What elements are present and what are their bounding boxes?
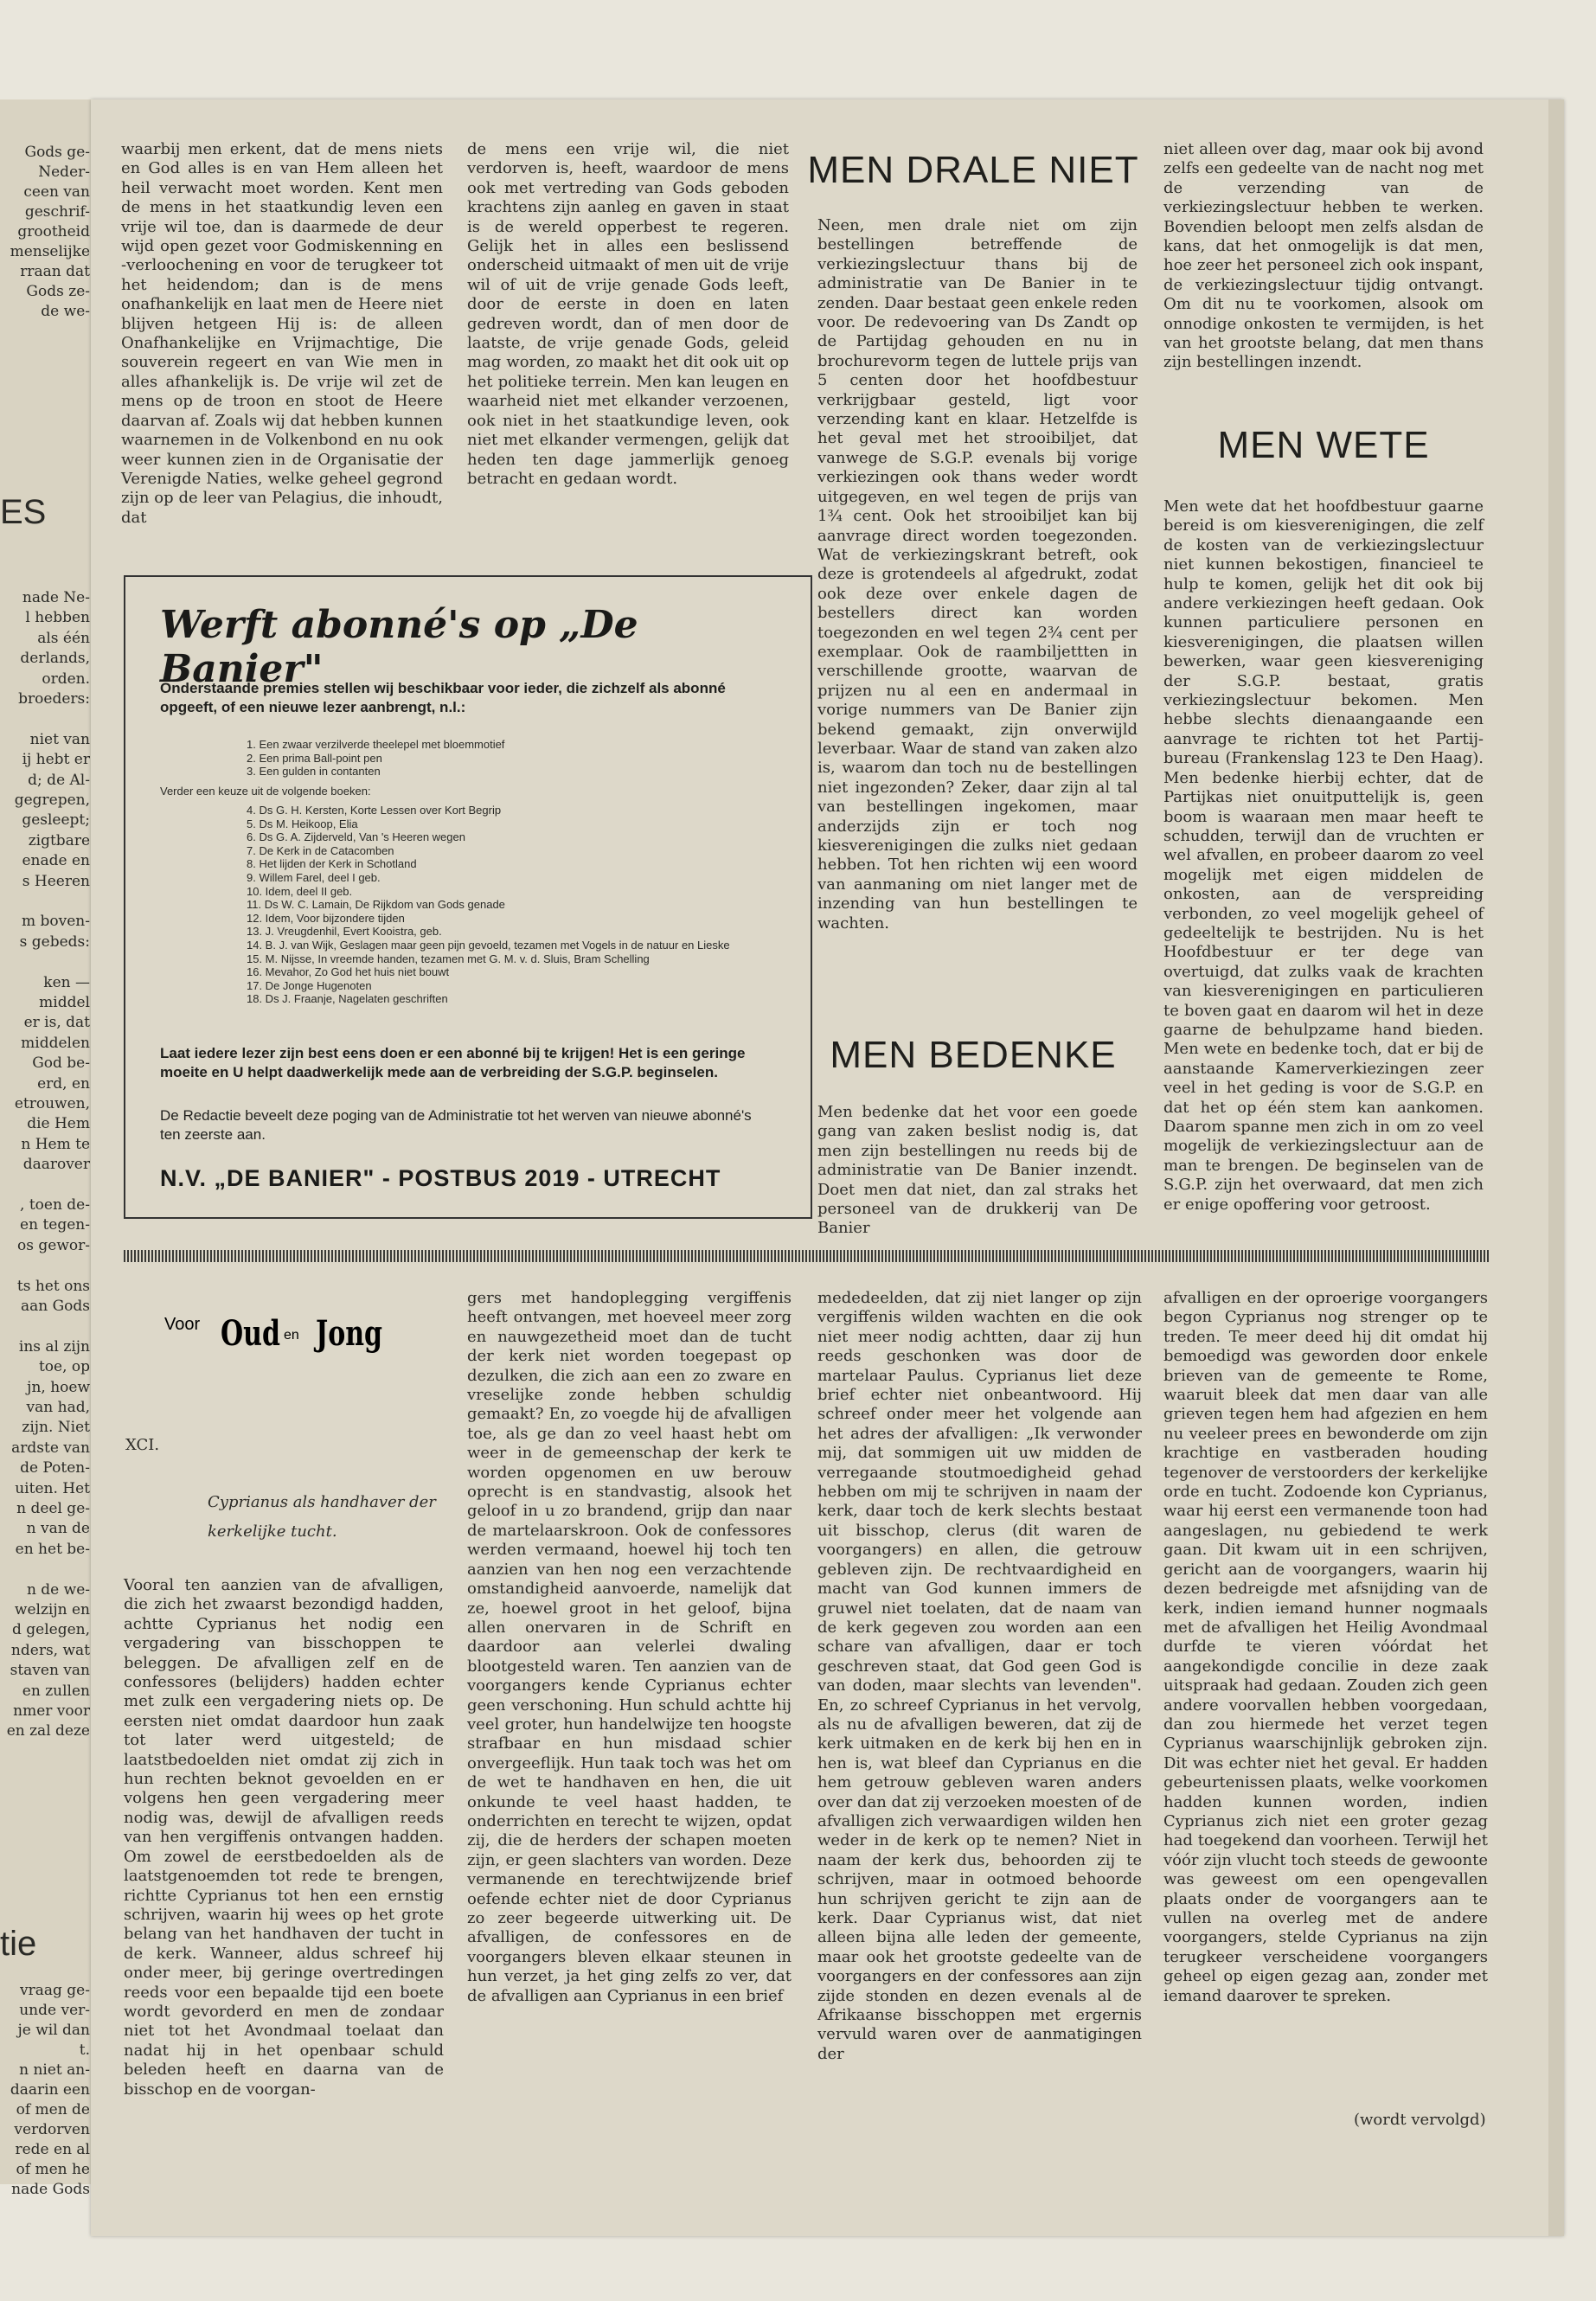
book-item: 13. J. Vreugdenhil, Evert Kooistra, geb. [247, 925, 442, 939]
prev-page-text-fragment: ts het ons [16, 1277, 90, 1295]
series-number: XCI. [125, 1436, 160, 1454]
article-column-2: de mens een vrije wil, die niet verdorven is, heeft, waardoor de mens ook met vertreding van Gods geboden krachtens zijn aanleg en gaven in staat is de wereld opperbest te regeren. Gelijk het in alles een beslissend onderscheid uitmaakt of men uit de vrije wil of uit de vrije genade Gods leeft, door de eerste in doen en laten gedreven wordt, dan of men door de laatste, de vrije genade Gods, geleid mag worden, zo maakt het dit ook uit op het politieke terrein. Men kan leugen en waarheid niet met elkander verzoenen, ook niet in het staatkundige leven, ook niet met elkander vermengen, gelijk dat heden ten dage jammerlijk genoeg betracht en gedaan wordt. [467, 140, 789, 488]
article-men-bedenke: Men bedenke dat het voor een goede gang van zaken beslist nodig is, dat men zijn bestellingen nu reeds bij de administratie van De Banier inzendt. Doet men dat niet, dan zal straks het personeel van de drukkerij van De Banier [817, 1103, 1138, 1238]
prev-page-text-fragment: en zal deze [6, 1722, 90, 1740]
prev-page-text-fragment: l hebben [25, 609, 90, 627]
prev-page-text-fragment: de Poten- [20, 1459, 90, 1477]
prev-page-text-fragment: n van de [26, 1520, 90, 1538]
ad-redactie-note: De Redactie beveelt deze poging van de Administratie tot het werven van nieuwe abonné's ten zeerste aan. [160, 1107, 752, 1143]
prev-page-text-fragment: m boven- [22, 913, 90, 931]
book-item: 14. B. J. van Wijk, Geslagen maar geen pijn gevoeld, tezamen met Vogels in de natuur en Lieske [247, 938, 730, 952]
book-item: 8. Het lijden der Kerk in Schotland [247, 857, 417, 871]
book-item: 7. De Kerk in de Catacomben [247, 843, 394, 857]
book-item: 4. Ds G. H. Kersten, Korte Lessen over Kort Begrip [247, 804, 502, 817]
book-choice-label: Verder een keuze uit de volgende boeken: [160, 785, 371, 798]
prev-page-text-fragment: de we- [41, 303, 90, 320]
premium-list [247, 738, 504, 779]
prev-page-heading-2: tie [0, 1925, 37, 1963]
prev-page-text-fragment: ij hebt er [22, 751, 90, 769]
logo-jong: Jong [316, 1313, 382, 1354]
headline-men-drale-niet: MEN DRALE NIET [807, 149, 1139, 191]
prev-page-text-fragment: erd, en [37, 1074, 90, 1093]
prev-page-text-fragment: grootheid [17, 223, 90, 240]
prev-page-text-fragment: t. [79, 2041, 90, 2059]
prev-page-text-fragment: ardste van [11, 1439, 90, 1457]
book-item: 5. Ds M. Heikoop, Elia [247, 817, 358, 830]
logo-oud: Oud [221, 1313, 280, 1354]
prev-page-text-fragment: er is, dat [23, 1014, 90, 1032]
prev-page-text-fragment: of men he [16, 2161, 90, 2178]
headline-men-bedenke: MEN BEDENKE [830, 1034, 1117, 1076]
ad-title: Werft abonné's op „De Banier" [160, 603, 638, 691]
prev-page-text-fragment: ceen van [23, 183, 90, 201]
prev-page-text-fragment: niet van [29, 730, 90, 748]
ad-call-to-action: Laat iedere lezer zijn best eens doen er een abonné bij te krijgen! Het is een geringe moeite en U helpt daadwerkelijk mede aan de verbreiding der S.G.P. beginselen. [160, 1045, 746, 1080]
article-subtitle: Cyprianus als handhaver der kerkelijke tucht. [208, 1493, 436, 1541]
book-item: 16. Mevahor, Zo God het huis niet bouwt [247, 965, 450, 979]
prev-page-text-fragment: en het be- [15, 1540, 90, 1558]
prev-page-text-fragment: rraan dat [20, 263, 90, 280]
prev-page-text-fragment: n niet an- [19, 2061, 90, 2079]
book-item: 17. De Jonge Hugenoten [247, 978, 372, 992]
article-column-right-top: niet alleen over dag, maar ook bij avond zelfs een gedeelte van de nacht nog met de verzending van de verkiezingslectuur hebben te werken. Bovendien beloopt men zelfs alsdan de kans, dat het onmogelijk is dat men, hoe zeer het personeel zich ook inspant, de verkiezingslectuur tijdig ontvangt. Om dit nu te voorkomen, alsook om onnodige onkosten te vermijden, is het van het grootste belang, dat men thans zijn bestellingen inzendt. [1163, 140, 1484, 372]
premium-item: 3. Een gulden in contanten [247, 765, 381, 779]
book-item: 9. Willem Farel, deel I geb. [247, 870, 381, 884]
article-column-1: waarbij men erkent, dat de mens niets en God alles is en van Hem alleen het heil verwacht moet worden. Kent men de mens in het staatkundig leven een vrije wil toe, dan is daarmede de deur wijd open gezet voor Godmiskenning en -verloochening en voor de terugkeer tot het heidendom; dan is de mens onafhankelijk en laat men de Heere niet blijven hetgeen Hij is: de alleen Onafhankelijke en Vrijmachtige, Die souverein regeert en van Wie men in alles afhankelijk is. De vrije wil zet de mens op de troon en stoot de Heere daarvan af. Zoals wij dat hebben kunnen waarnemen in de Volkenbond en nu ook weer kunnen zien in de Organisatie der Verenigde Naties, welke geheel gegrond zijn op de leer van Pelagius, die inhoudt, dat [121, 140, 443, 527]
prev-page-text-fragment: n de we- [26, 1580, 90, 1599]
prev-page-text-fragment: als één [37, 629, 90, 647]
prev-page-text-fragment: God be- [32, 1054, 90, 1073]
article-men-wete: Men wete dat het hoofdbestuur gaarne bereid is om kiesverenigingen, die zelf de kosten van de verkiezingslectuur niet kunnen bekostigen, financieel te hulp te komen, gelijk het dit ook bij andere verkiezingen heeft gedaan. Ook kunnen particuliere personen en kiesverenigingen, die plaatsen willen bewerken, waar geen kiesvereniging der S.G.P. bestaat, gratis verkiezingslectuur bekomen. Men hebbe slechts dienaangaande een aanvrage te richten tot het Partij-bureau (Frankenslag 123 te Den Haag). Men bedenke hierbij echter, dat de Partijkas niet onuitputtelijk is, geen boom is waaraan men maar heeft te schudden, terwijl dan de vruchten er wel afvallen, en probeer daarom zo veel mogelijk met eigen middelen de onkosten, aan de verspreiding verbonden, zo veel mogelijk geheel of gedeeltelijk te bestrijden. Nu is het Hoofdbestuur er ter dege van overtuigd, dat zulks vaak de krachten van kiesverenigingen en particulieren te boven gaat en daarom wil het in deze gaarne de behulpzame hand bieden. Men wete en bedenke toch, dat er bij de aanstaande Kamerverkiezingen zeer veel in het geding is voor de S.G.P. en dat het op één stem kan aankomen. Daarom spanne men zich in om zo veel mogelijk de verkiezingslectuur aan de man te brengen. De beginselen van de S.G.P. zijn het overwaard, dat men zich er enige opoffering voor getroost. [1163, 497, 1484, 1214]
prev-page-text-fragment: nders, wat [10, 1641, 90, 1659]
logo-en: en [284, 1328, 299, 1343]
prev-page-text-fragment: etrouwen, [14, 1095, 90, 1112]
premium-item: 1. Een zwaar verzilverde theelepel met bloemmotief [247, 738, 505, 751]
oud-jong-column-1: Vooral ten aanzien van de afvalligen, die zich het zwaarst bezondigd hadden, achtte Cyprianus het nodig een vergadering van bisschoppen te beleggen. De afvalligen zelf en de confessores (belijders) hadden echter met zulk een vergadering niets op. De eersten niet omdat daardoor hun zaak tot later werd uitgesteld; de laatstbedoelden niet omdat zij zich in hun rechten beknot gevoelden en er volgens hen geen vergadering meer nodig was, dewijl de afvalligen reeds van hen vergiffenis ontvangen hadden. Om zowel de eerstbedoelden als de laatstgenoemden tot rede te brengen, richtte Cyprianus tot hen een ernstig schrijven, waarin hij wees op het grote belang van het handhaven der tucht in de kerk. Wanneer, aldus schreef hij onder meer, bij geringe overtredingen reeds voor een bepaalde tijd een boete wordt gevorderd en men de zondaar niet tot het Avondmaal toelaat dan nadat hij in het openbaar schuld beleden heeft en daarna van de bisschop en de voorgan- [124, 1576, 444, 2099]
headline-men-wete: MEN WETE [1217, 424, 1430, 466]
prev-page-text-fragment: nade Gods [11, 2181, 90, 2198]
prev-page-text-fragment: zijn. Niet [22, 1419, 90, 1437]
prev-page-text-fragment: ins al zijn [18, 1337, 90, 1356]
prev-page-text-fragment: geschrif- [24, 203, 90, 221]
book-item: 11. Ds W. C. Lamain, De Rijkdom van Gods genade [247, 898, 505, 912]
prev-page-text-fragment: os gewor- [17, 1236, 90, 1254]
prev-page-text-fragment: zigtbare [28, 831, 90, 849]
prev-page-text-fragment: je wil dan [17, 2022, 90, 2039]
prev-page-text-fragment: daarin een [10, 2081, 90, 2099]
book-item: 15. M. Nijsse, In vreemde handen, tezamen met G. M. v. d. Sluis, Bram Schelling [247, 952, 650, 965]
prev-page-text-fragment: Neder- [38, 163, 90, 181]
prev-page-text-fragment: jn, hoew [27, 1378, 90, 1396]
prev-page-text-fragment: daarover [22, 1156, 90, 1174]
book-item: 12. Idem, Voor bijzondere tijden [247, 911, 405, 925]
oud-jong-column-2: gers met handoplegging vergiffenis heeft ontvangen, met hoeveel meer zorg en nauwgezetheid moet dan de tucht der kerk niet worden toegepast op dezulken, die zich aan een zo zware en vreselijke zonde hebben schuldig gemaakt? En, zo voegde hij de afvalligen toe, als ge dan zo veel haast hebt om weer in de gemeenschap der kerk te worden opgenomen en uw berouw oprecht is en standvastig, alsook het geloof in u zo brandend, grijp dan naar de martelaarskroon. Ook de confessores werden vermaand, hoewel hij toch ten aanzien van hen nog een verzachtende omstandigheid aanvoerde, namelijk dat ze, hoewel groot in het geloof, bijna allen onervaren in de Schrift en daardoor aan velerlei dwaling blootgesteld waren. Ten aanzien van de voorgangers kende Cyprianus echter geen verschoning. Hun schuld achtte hij veel groter, hun handelwijze ten hoogste strafbaar en hun misdaad schier onvergeeflijk. Hun taak toch was het om de wet te handhaven en hen, die uit onkunde te veel haast hadden, te onderrichten en terecht te wijzen, opdat zij, die de herders der schapen moeten zijn, er geen slachters van worden. Deze vermanende en terechtwijzende brief oefende echter niet de door Cyprianus zo zeer begeerde uitwerking uit. De afvalligen, de confessores en de voorgangers bleven elkaar steunen in hun verzet, ja het ging zelfs zo ver, dat de afvalligen aan Cyprianus in een brief [467, 1289, 792, 2005]
prev-page-text-fragment: derlands, [20, 650, 90, 668]
prev-page-text-fragment: s gebeds: [19, 933, 90, 951]
previous-page-edge [0, 99, 99, 2198]
continued-note: (wordt vervolgd) [1354, 2111, 1486, 2129]
prev-page-text-fragment: uiten. Het [15, 1479, 90, 1497]
prev-page-text-fragment: of men de [16, 2101, 90, 2118]
prev-page-text-fragment: staven van [10, 1662, 90, 1680]
book-item: 10. Idem, deel II geb. [247, 884, 353, 898]
prev-page-text-fragment: die Hem [27, 1115, 90, 1133]
prev-page-text-fragment: nmer voor [13, 1702, 90, 1720]
oud-en-jong-logo [156, 1298, 424, 1393]
prev-page-text-fragment: van had, [26, 1399, 90, 1416]
prev-page-text-fragment: verdorven [14, 2121, 90, 2138]
prev-page-text-fragment: middelen [21, 1034, 90, 1052]
prev-page-text-fragment: toe, op [38, 1358, 90, 1376]
section-divider [124, 1250, 1490, 1262]
prev-page-text-fragment: n Hem te [21, 1135, 90, 1153]
prev-page-text-fragment: menselijke [10, 243, 90, 260]
prev-page-text-fragment: , toen de- [20, 1196, 90, 1214]
book-item: 18. Ds J. Fraanje, Nagelaten geschriften [247, 992, 448, 1006]
prev-page-text-fragment: vraag ge- [20, 1982, 90, 1999]
prev-page-text-fragment: aan Gods [20, 1298, 90, 1315]
ad-intro: Onderstaande premies stellen wij beschikbaar voor ieder, die zichzelf als abonné opgeeft, of een nieuwe lezer aanbrengt, n.l.: [160, 680, 726, 715]
prev-page-text-fragment: unde ver- [19, 2002, 90, 2019]
prev-page-text-fragment: nade Ne- [22, 589, 90, 606]
logo-voor: Voor [164, 1315, 201, 1334]
prev-page-text-fragment: orden. [42, 670, 90, 688]
prev-page-text-fragment: ken — [43, 973, 90, 991]
prev-page-text-fragment: d gelegen, [11, 1621, 90, 1639]
prev-page-text-fragment: broeders: [18, 690, 90, 708]
subscription-advertisement [124, 575, 812, 1219]
prev-page-text-fragment: d; de Al- [28, 771, 90, 789]
prev-page-text-fragment: enade en [22, 852, 90, 870]
prev-page-text-fragment: Gods ge- [24, 144, 90, 161]
prev-page-text-fragment: welzijn en [14, 1601, 90, 1618]
premium-item: 2. Een prima Ball-point pen [247, 751, 382, 765]
article-men-drale-niet: Neen, men drale niet om zijn bestellingen betreffende de verkiezingslectuur thans bij de administratie van De Banier in te zenden. Daar bestaat geen enkele reden voor. De redevoering van Ds Zandt op de Partijdag gehouden en nu in brochurevorm tegen de luttele prijs van 5 centen door het hoofdbestuur verkrijgbaar gesteld, ligt voor verzending kant en klaar. Hetzelfde is het geval met het strooibiljet, dat vanwege de S.G.P. evenals bij vorige verkiezingen ook thans weder wordt uitgegeven, en wel tegen de prijs van 1¾ cent. Ook het strooibiljet kan bij aanvrage direct worden toegezonden. Wat de verkiezingskrant betreft, ook deze is grotendeels al afgedrukt, zodat ook deze over enkele dagen de bestellers direct kan worden toegezonden en wel tegen 2¾ cent per exemplaar. Ook de raambiljettten in verschillende grootte, waarvan de prijzen nu al een en andermaal in vorige nummers van De Banier zijn bekend gemaakt, zijn onverwijld leverbaar. Waar de stand van zaken alzo is, waarom dan toch nu de bestellingen niet ingezonden? Zeker, daar zijn al tal van bestellingen ingekomen, maar anderzijds zijn er toch nog kiesverenigingen die zulks niet gedaan hebben. Tot hen richten wij een woord van aanmaning om niet langer met de inzending van hun bestellingen te wachten. [817, 216, 1138, 933]
oud-jong-column-3: mededeelden, dat zij niet langer op zijn vergiffenis wilden wachten en die ook niet meer nodig achtten, daar zij hun reeds geschonken was door de martelaar Paulus. Cyprianus liet deze brief echter niet onbeantwoord. Hij schreef onder meer het volgende aan het adres der afvalligen: „Ik verwonder mij, dat sommigen uit uw midden de verregaande stoutmoedigheid gehad hebben om mij te schrijven in naam der kerk, daar toch de kerk slechts bestaat uit bisschop, clerus (dit waren de voorgangers) en allen, die getrouw gebleven zijn. De rechtvaardigheid en macht van God kunnen immers de gruwel niet toelaten, dat de naam van de kerk gegeven zou worden aan een schare van afvalligen, daar er toch geschreven staat, dat God geen God is van doden, maar slechts van levenden". En, zo schreef Cyprianus in het vervolg, als nu de afvalligen beweren, dat zij de kerk uitmaken en de kerk bij hen en in hen is, wat bleef dan Cyprianus en die hem getrouw gebleven waren anders over dan dat zij verzoeken moesten of de afvalligen zich verwaardigen wilden hen weder in de kerk op te nemen? Niet in naam der kerk dus, behoorden zij te schrijven, maar in ootmoed behoorde hun schrijven gericht te zijn aan de kerk. Daar Cyprianus wist, dat niet alleen bijna alle leden der gemeente, maar ook het grootste gedeelte van de voorgangers en der confessores aan zijn zijde stonden en dezen evenals al de Afrikaanse bisschoppen met ergernis vervuld waren over de aanmatigingen der [817, 1289, 1142, 2063]
book-item: 6. Ds G. A. Zijderveld, Van 's Heeren wegen [247, 830, 465, 844]
prev-page-heading: ES [0, 493, 47, 531]
prev-page-text-fragment: n deel ge- [16, 1500, 90, 1517]
prev-page-text-fragment: s Heeren [22, 872, 90, 890]
prev-page-text-fragment: en zullen [22, 1682, 90, 1700]
prev-page-text-fragment: gegrepen, [14, 792, 90, 809]
prev-page-text-fragment: middel [39, 994, 90, 1011]
oud-jong-column-4: afvalligen en der oproerige voorgangers begon Cyprianus nog strenger op te treden. Te meer deed hij dit omdat hij bemoedigd was geworden door enkele brieven van de gemeente te Rome, waaruit bleek dat men daar van alle grieven tegen hem had afgezien en hem nu veeleer prees en bewonderde om zijn krachtige en vastberaden houding tegenover de verstoorders der kerkelijke orde en tucht. Zodoende kon Cyprianus, waar hij eerst een vermanende toon had aangeslagen, nu gebiedend te werk gaan. Dit kwam uit in een schrijven, gericht aan de voorgangers, waarin hij dezen bedreigde met afsnijding van de kerk, indien iemand hunner nogmaals met de afvalligen het Heilig Avondmaal durfde te vieren vóórdat het aangekondigde concilie in deze zaak uitspraak had gedaan. Zouden zich geen andere voorvallen hebben voorgedaan, dan zou hiermede het verzet tegen Cyprianus waarschijnlijk gebroken zijn. Dit was echter niet het geval. Er hadden gebeurtenissen plaats, welke voorkomen hadden kunnen worden, indien Cyprianus zich niet een groter gezag had toegekend dan voorheen. Terwijl het vóór zijn vlucht toch steeds de gewoonte was geweest om een opengevallen plaats onder de voorgangers aan te vullen na overleg met de andere voorgangers, stelde Cyprianus na zijn terugkeer verscheidene voorgangers geheel op eigen gezag aan, zonder met iemand daarover te spreken. [1163, 1289, 1488, 2005]
prev-page-text-fragment: Gods ze- [26, 283, 90, 300]
book-list [247, 804, 730, 1006]
prev-page-text-fragment: rede en al [15, 2141, 90, 2158]
prev-page-text-fragment: gesleept; [22, 811, 90, 830]
ad-footer-address: N.V. „DE BANIER" - POSTBUS 2019 - UTRECHT [160, 1165, 721, 1191]
prev-page-text-fragment: en tegen- [20, 1216, 90, 1234]
